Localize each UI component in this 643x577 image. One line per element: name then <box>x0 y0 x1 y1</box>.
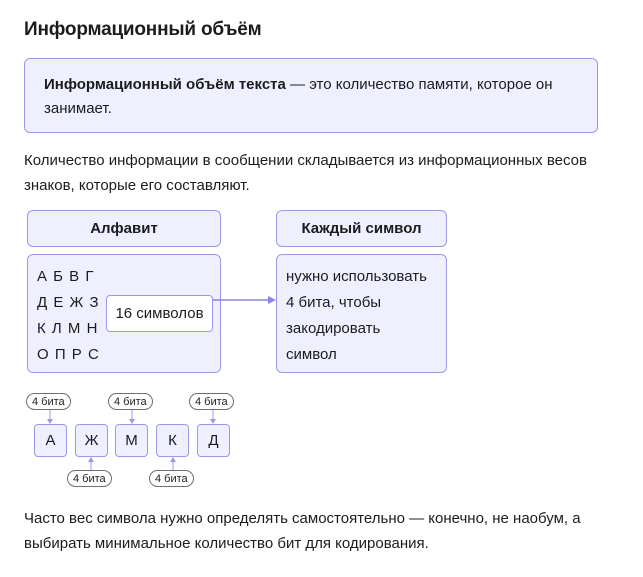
alphabet-header: Алфавит <box>27 210 221 247</box>
symbol-text-line: 4 бита, чтобы <box>286 294 382 311</box>
bits-pill: 4 бита <box>26 393 71 410</box>
bits-pill: 4 бита <box>189 393 234 410</box>
symbol-text-line: закодировать <box>286 320 381 337</box>
bits-pill: 4 бита <box>67 470 112 487</box>
letter-row: О П Р С <box>37 346 100 363</box>
letter-tile: А <box>34 424 67 457</box>
definition-term: Информационный объём текста <box>44 76 286 93</box>
definition-text: — это количество памяти, которое он занимает. <box>44 76 553 117</box>
letter-row: Д Е Ж З <box>37 294 100 311</box>
symbol-header: Каждый символ <box>276 210 447 247</box>
symbol-text-line: нужно использовать <box>286 268 427 285</box>
bits-pill: 4 бита <box>108 393 153 410</box>
bits-pill: 4 бита <box>149 470 194 487</box>
letter-row: К Л М Н <box>37 320 99 337</box>
intro-text: Количество информации в сообщении складывается из информационных весов знаков, которые его составляют. <box>24 152 587 194</box>
page-title: Информационный объём <box>24 19 262 40</box>
letter-row: А Б В Г <box>37 268 95 285</box>
letter-tile: К <box>156 424 189 457</box>
letter-tile: М <box>115 424 148 457</box>
letter-tile: Ж <box>75 424 108 457</box>
symbol-text-line: символ <box>286 346 337 363</box>
footer-text: Часто вес символа нужно определять самостоятельно — конечно, не наобум, а выбирать минимальное количество бит для кодирования. <box>24 510 581 552</box>
symbol-count-box: 16 символов <box>106 295 213 332</box>
letter-tile: Д <box>197 424 230 457</box>
